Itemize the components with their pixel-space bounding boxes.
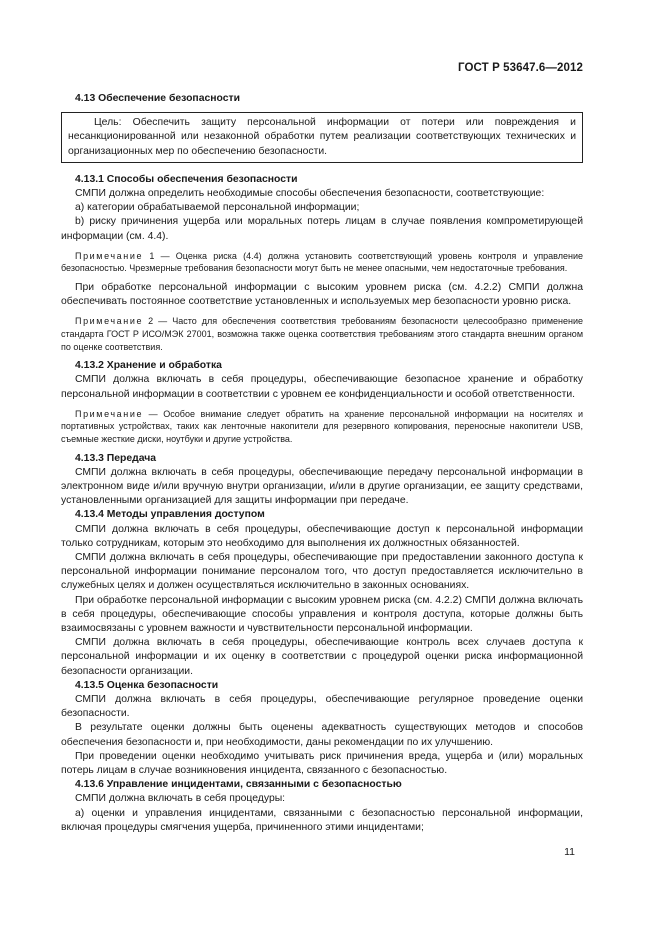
section-4-13-1-intro: СМПИ должна определить необходимые способы обеспечения безопасности, соответствующие: xyxy=(75,188,545,200)
note-3-text: — Особое внимание следует обратить на хранение персональной информации на носителях и портативных устройствах, таких как ленточные накопители для резервного копирования, переносные накопители USB, съемные жесткие диски, ноутбуки и другие устройства. xyxy=(61,408,583,444)
section-4-13-4-paragraph-2: СМПИ должна включать в себя процедуры, обеспечивающие при предоставлении законного доступа к персональной информации понимание персоналом того, что доступ предоставляется исключительно в служебных целях и должен осуществляться исключительно в законных основаниях. xyxy=(61,552,583,592)
note-3-label: Примечание xyxy=(75,408,144,419)
note-1-label: Примечание xyxy=(75,250,144,261)
section-4-13-6-item-a: а) оценки и управления инцидентами, связанными с безопасностью персональной информации, включая процедуры смягчения ущерба, причиненного этими инцидентами; xyxy=(61,807,583,833)
section-4-13-4-paragraph-4: СМПИ должна включать в себя процедуры, обеспечивающие контроль всех случаев доступа к персональной информации и их оценку в соответствии с процедурой оценки риска информационной безопасности организации. xyxy=(61,637,583,677)
note-1-text: 1 — Оценка риска (4.4) должна установить соответствующий уровень контроля и управление безопасностью. Чрезмерные требования безопасности могут быть не менее опасными, чем недостаточные требования. xyxy=(61,250,583,274)
note-3 xyxy=(61,408,583,446)
section-4-13-4-paragraph-1: СМПИ должна включать в себя процедуры, обеспечивающие доступ к персональной информации только сотрудникам, которым это необходимо для выполнения их должностных обязанностей. xyxy=(61,523,583,549)
section-4-13-1-item-a: а) категории обрабатываемой персональной информации; xyxy=(75,202,360,214)
document-header: ГОСТ Р 53647.6—2012 xyxy=(458,62,583,74)
note-2 xyxy=(61,315,583,353)
section-4-13-5-paragraph-2: В результате оценки должны быть оценены адекватность существующих методов и способов обеспечения безопасности и, при необходимости, даны рекомендации по их улучшению. xyxy=(61,722,583,748)
section-4-13-1-item-b: b) риску причинения ущерба или моральных потерь лицам в случае появления компрометирующей информации (см. 4.4). xyxy=(61,216,583,242)
note-1 xyxy=(61,250,583,275)
section-4-13-title: 4.13 Обеспечение безопасности xyxy=(75,93,240,104)
goal-text: Цель: Обеспечить защиту персональной информации от потери или повреждения и несанкционированной или незаконной обработки путем реализации соответствующих технических и организационных мер по обеспечению безопасности. xyxy=(68,117,576,157)
goal-box xyxy=(61,112,583,163)
section-4-13-1-paragraph: При обработке персональной информации с высоким уровнем риска (см. 4.2.2) СМПИ должна обеспечивать постоянное соответствие установленных и используемых мер безопасности уровню риска. xyxy=(61,282,583,308)
note-2-label: Примечание xyxy=(75,316,144,327)
section-4-13-4-title: 4.13.4 Методы управления доступом xyxy=(75,509,265,521)
page-content xyxy=(61,92,583,835)
section-4-13-1-title: 4.13.1 Способы обеспечения безопасности xyxy=(75,173,298,185)
section-4-13-2-paragraph: СМПИ должна включать в себя процедуры, обеспечивающие безопасное хранение и обработку персональной информации в соответствии с уровнем ее конфиденциальности и особой ответственности. xyxy=(61,374,583,400)
section-4-13-6-intro: СМПИ должна включать в себя процедуры: xyxy=(75,793,286,805)
section-4-13-5-paragraph-1: СМПИ должна включать в себя процедуры, обеспечивающие регулярное проведение оценки безопасности. xyxy=(61,694,583,720)
section-4-13-3-paragraph: СМПИ должна включать в себя процедуры, обеспечивающие передачу персональной информации в электронном виде и/или вручную внутри организации, и/или в другие организации, ее защиту средствами, установленными организацией для защиты информации при передаче. xyxy=(61,466,583,507)
note-2-text: 2 — Часто для обеспечения соответствия требованиям безопасности целесообразно применение стандарта ГОСТ Р ИСО/МЭК 27001, возможна также оценка соответствия требованиям этого стандарта внешним органом по оценке соответствия. xyxy=(61,316,583,352)
section-4-13-6-title: 4.13.6 Управление инцидентами, связанными с безопасностью xyxy=(75,779,402,791)
section-4-13-2-title: 4.13.2 Хранение и обработка xyxy=(75,360,222,372)
section-4-13-4-paragraph-3: При обработке персональной информации с высоким уровнем риска (см. 4.2.2) СМПИ должна включать в себя процедуры, обеспечивающие способы управления и контроля доступа, которые должны быть взаимосвязаны с уровнем важности и чувствительности персональной информации. xyxy=(61,594,583,635)
section-4-13-5-paragraph-3: При проведении оценки необходимо учитывать риск причинения вреда, ущерба и (или) моральных потерь лицам в случае возникновения инцидента, связанного с безопасностью. xyxy=(61,750,583,777)
section-4-13-5-title: 4.13.5 Оценка безопасности xyxy=(75,679,219,691)
page-number: 11 xyxy=(564,846,575,858)
section-4-13-3-title: 4.13.3 Передача xyxy=(75,452,157,464)
